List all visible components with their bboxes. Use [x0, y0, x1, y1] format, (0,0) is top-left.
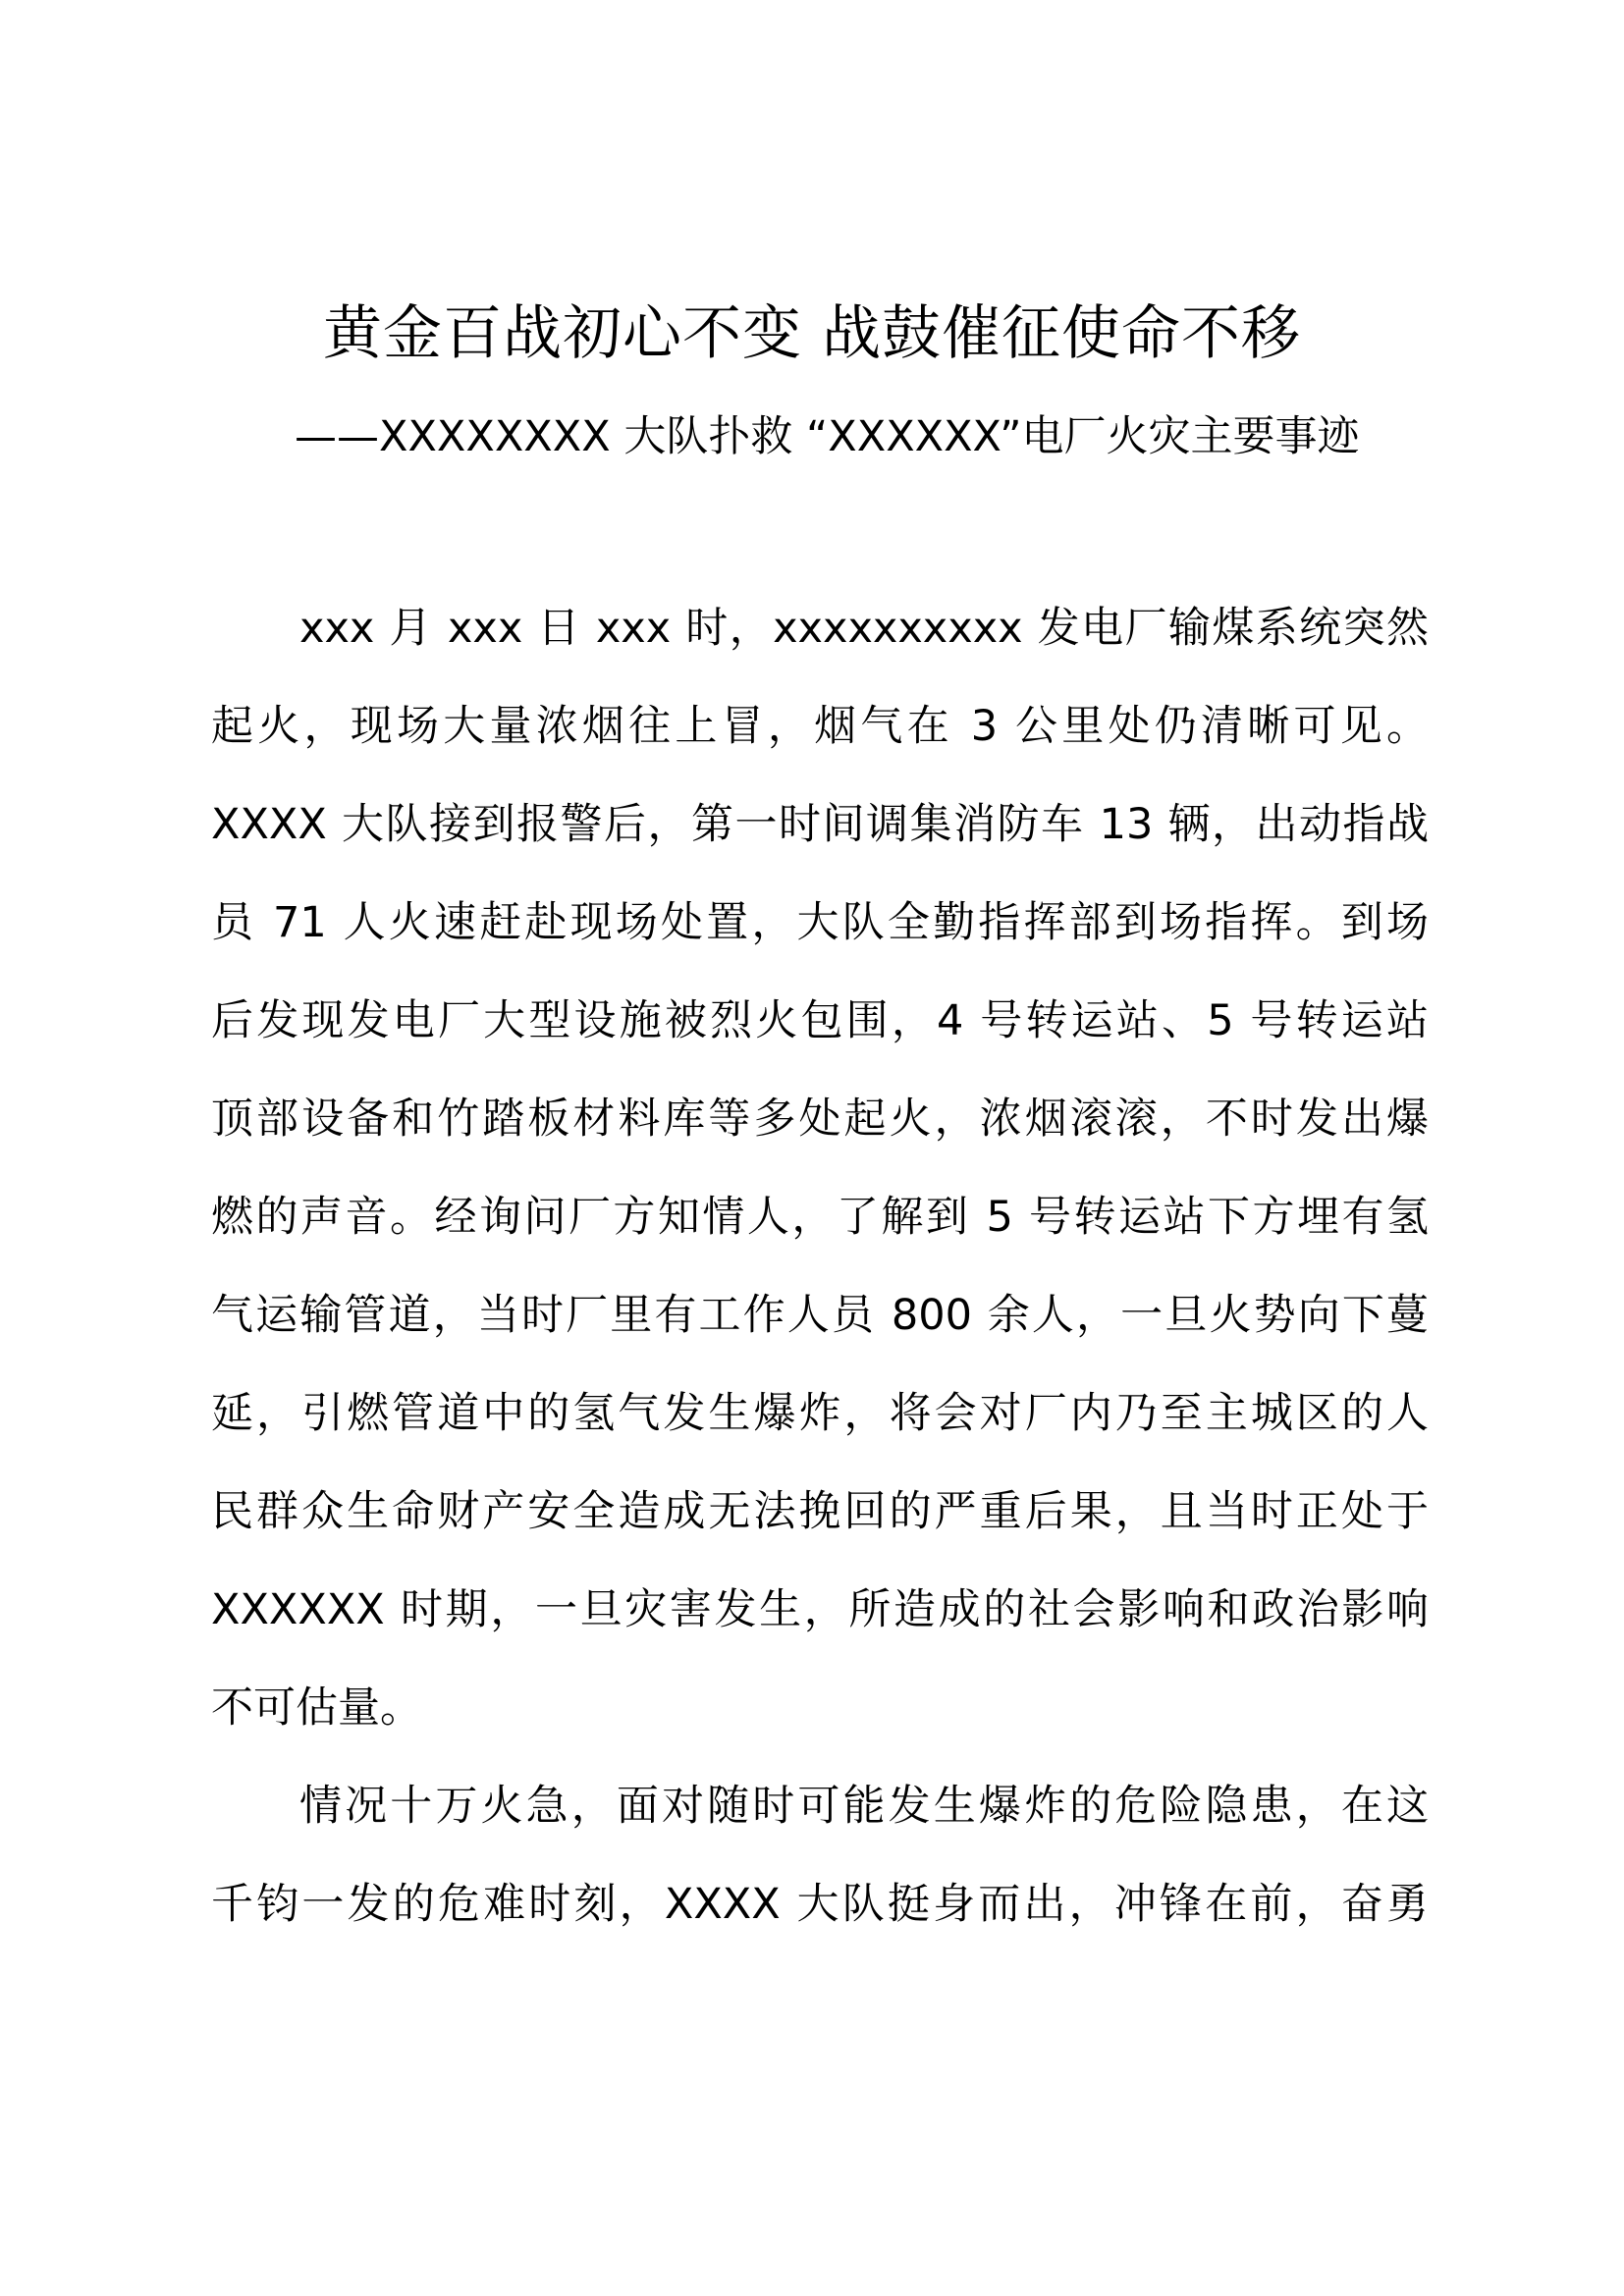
paragraph-1-line-4: 员 71 人火速赶赴现场处置，大队全勤指挥部到场指挥。到场 [211, 898, 1429, 947]
paragraph-1-line-10: 民群众生命财产安全造成无法挽回的严重后果，且当时正处于 [211, 1487, 1429, 1536]
paragraph-2-line-1: 情况十万火急，面对随时可能发生爆炸的危险隐患，在这 [299, 1782, 1429, 1831]
paragraph-1-line-6: 顶部设备和竹踏板材料库等多处起火，浓烟滚滚，不时发出爆 [211, 1095, 1429, 1144]
paragraph-1-line-11: XXXXXX 时期，一旦灾害发生，所造成的社会影响和政治影响 [211, 1585, 1429, 1634]
paragraph-1-line-1: xxx 月 xxx 日 xxx 时，xxxxxxxxxx 发电厂输煤系统突然 [299, 604, 1429, 653]
paragraph-2-line-2: 千钧一发的危难时刻，XXXX 大队挺身而出，冲锋在前，奋勇 [211, 1880, 1429, 1929]
paragraph-1-line-8: 气运输管道，当时厂里有工作人员 800 余人，一旦火势向下蔓 [211, 1291, 1429, 1340]
paragraph-1-line-3: XXXX 大队接到报警后，第一时间调集消防车 13 辆，出动指战 [211, 800, 1429, 849]
paragraph-1-line-7: 燃的声音。经询问厂方知情人，了解到 5 号转运站下方埋有氢 [211, 1193, 1429, 1242]
paragraph-1-line-12: 不可估量。 [211, 1683, 422, 1733]
paragraph-1-line-5: 后发现发电厂大型设施被烈火包围，4 号转运站、5 号转运站 [211, 996, 1429, 1045]
document-subtitle: ——XXXXXXXX 大队扑救 “XXXXXX”电厂火灾主要事迹 [295, 412, 1360, 461]
document-title: 黄金百战初心不变 战鼓催征使命不移 [322, 299, 1302, 368]
paragraph-1-line-9: 延，引燃管道中的氢气发生爆炸，将会对厂内乃至主城区的人 [211, 1389, 1429, 1438]
paragraph-1-line-2: 起火，现场大量浓烟往上冒，烟气在 3 公里处仍清晰可见。 [211, 702, 1429, 751]
